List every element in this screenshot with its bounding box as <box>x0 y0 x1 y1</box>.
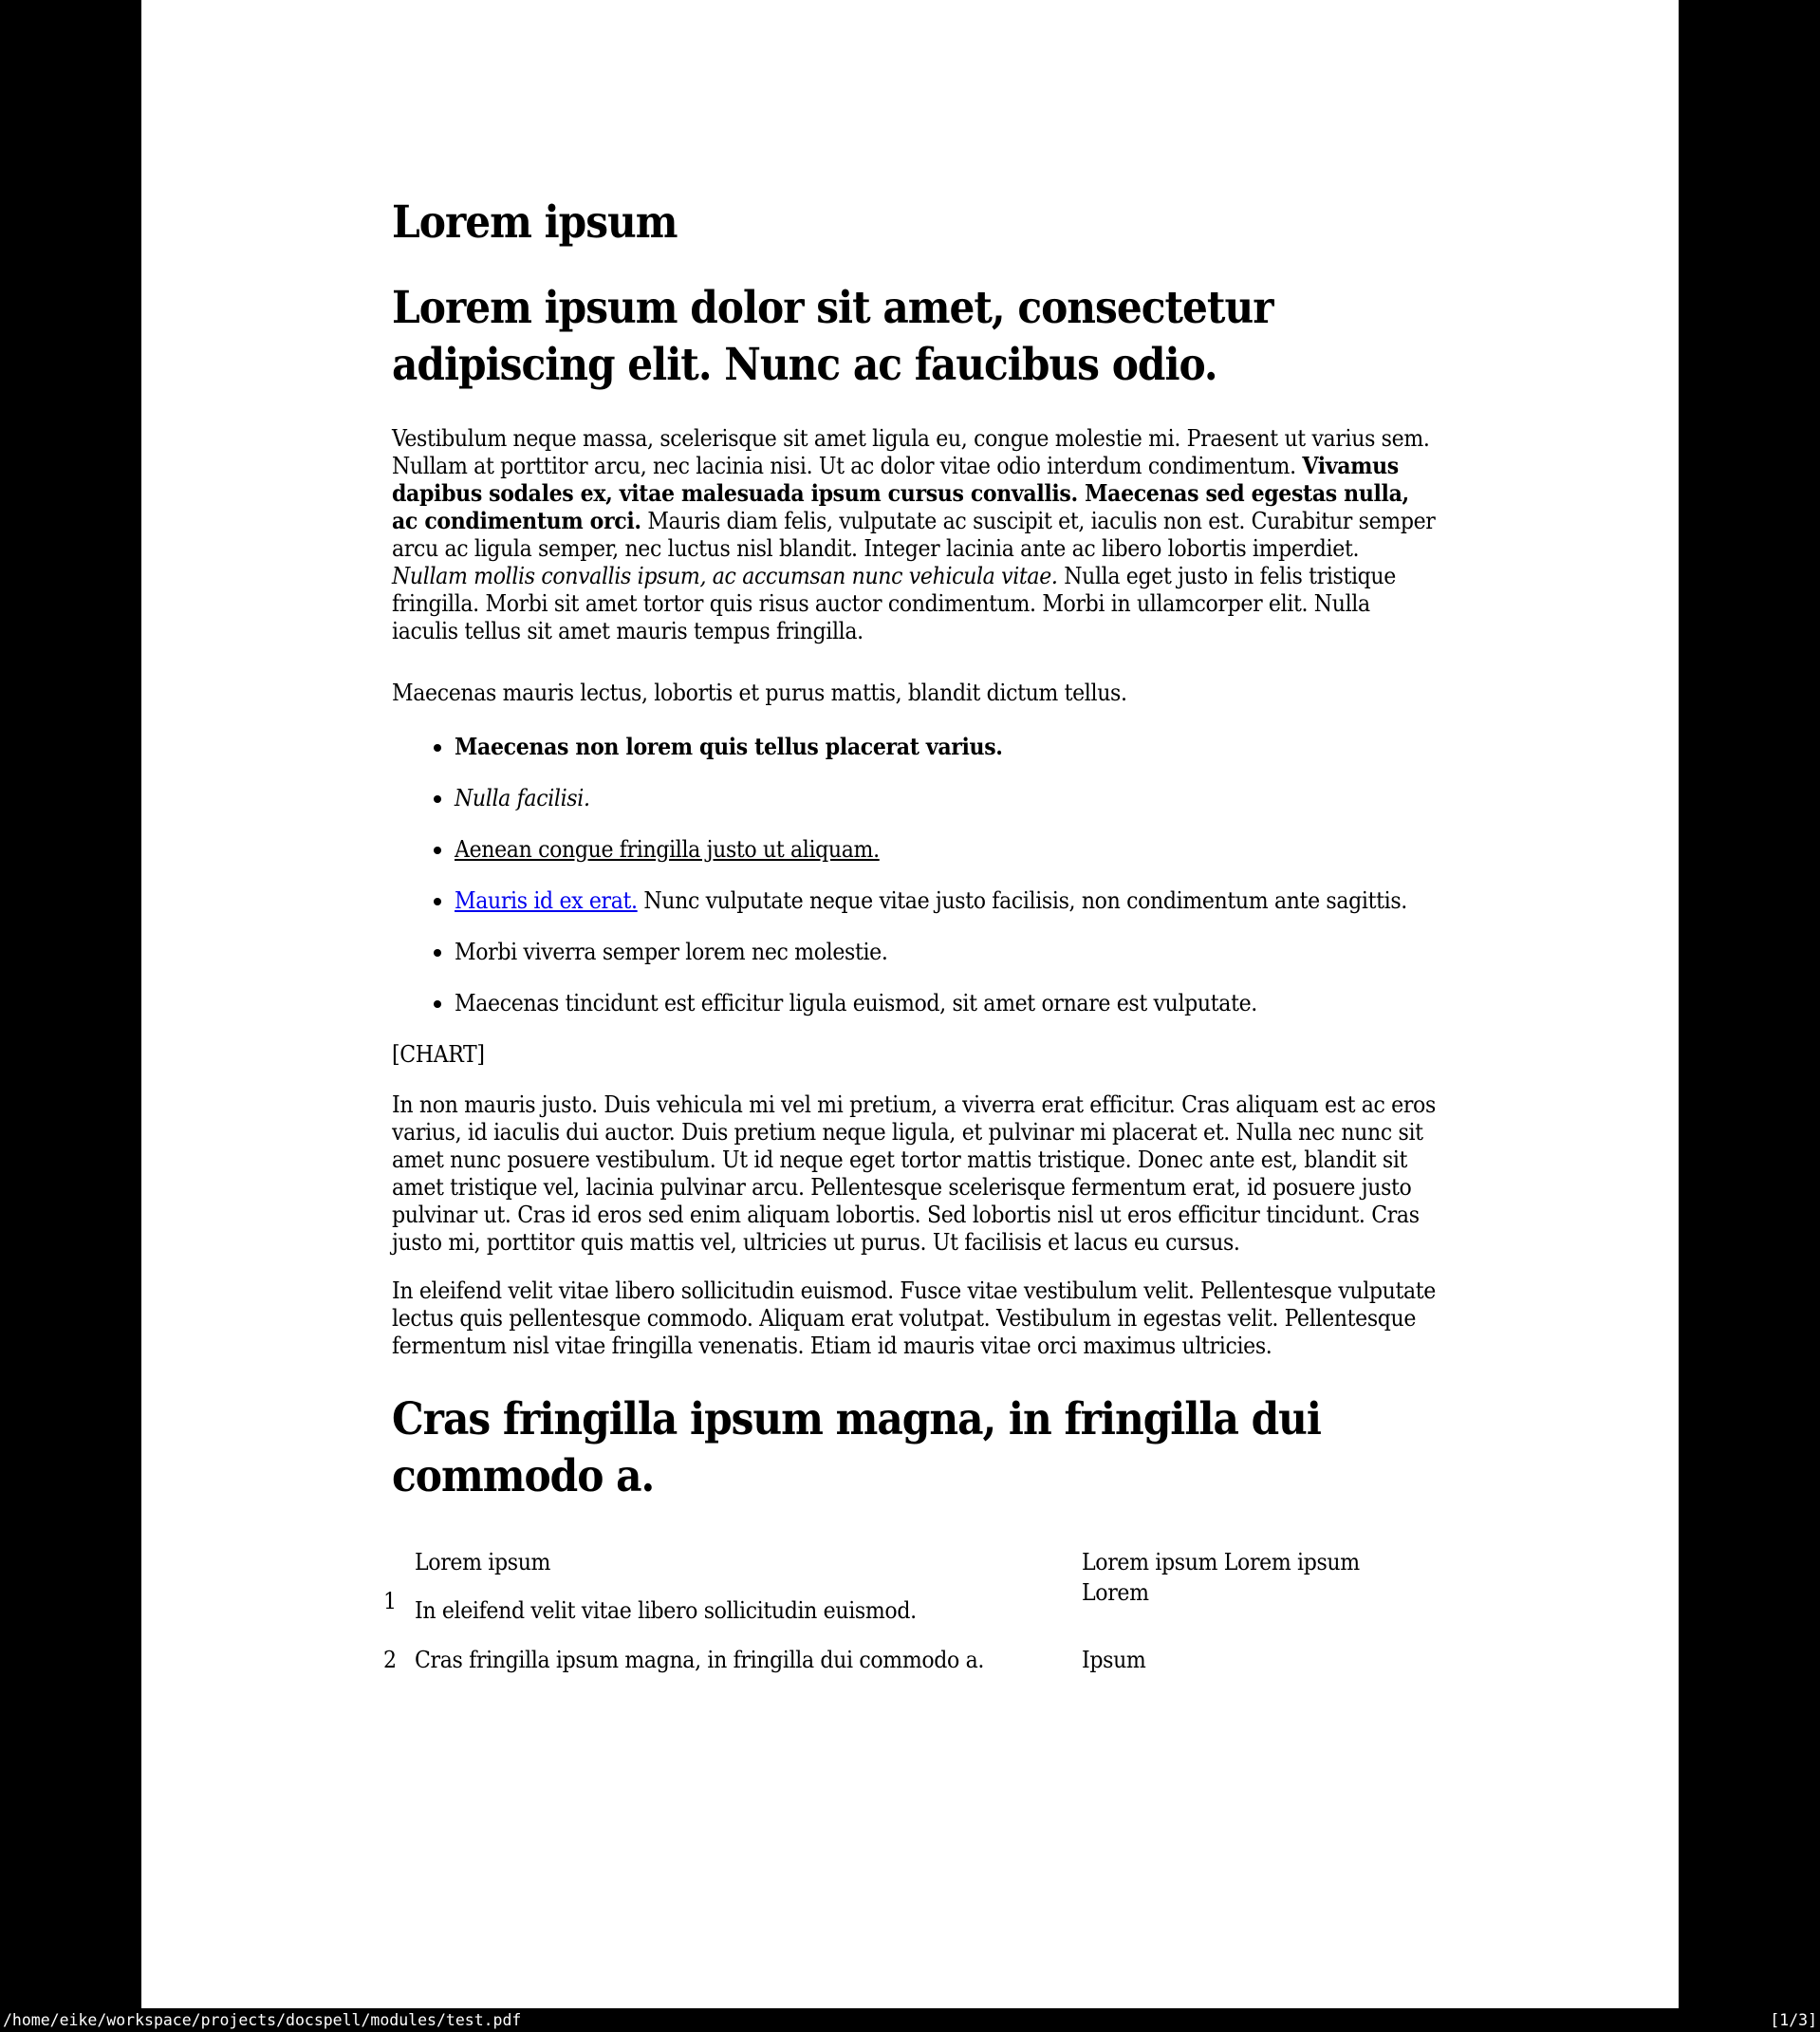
document-content <box>383 0 1437 1718</box>
document-main-heading: Lorem ipsum dolor sit amet, consectetur adipiscing elit. Nunc ac faucibus odio. <box>392 282 1273 391</box>
statusbar <box>0 2008 1820 2032</box>
statusbar-page-indicator: [1/3] <box>1770 2011 1817 2029</box>
paragraph-in-eleifend: In eleifend velit vitae libero sollicitudin euismod. Fusce vitae vestibulum velit. Pellentesque vulputate lectus quis pellentesque commodo. Aliquam erat volutpat. Vestibulum in egestas velit. Pellentesque fermentum nisl vitae fringilla venenatis. Etiam id mauris vitae orci maximus ultricies. <box>392 1277 1437 1359</box>
footnote-number: 2 <box>383 1646 397 1673</box>
chart-placeholder: [CHART] <box>392 1040 485 1068</box>
list-item-italic-text: Nulla facilisi. <box>455 784 590 811</box>
paragraph-text: Mauris diam felis, vulputate ac suscipit et, iaculis non est. Curabitur semper arcu ac ligula semper, nec luctus nisl blandit. Integer lacinia ante ac libero lobortis imperdiet. <box>392 507 1436 562</box>
document-section-heading: Cras fringilla ipsum magna, in fringilla dui commodo a. <box>392 1393 1321 1502</box>
mauris-id-ex-erat-link[interactable]: Mauris id ex erat. <box>455 886 638 914</box>
list-item <box>455 733 1436 760</box>
table-header-col1: Lorem ipsum <box>415 1548 551 1575</box>
list-item-text: Maecenas tincidunt est efficitur ligula euismod, sit amet ornare est vulputate. <box>455 989 1257 1016</box>
statusbar-file-path: /home/eike/workspace/projects/docspell/modules/test.pdf <box>3 2011 522 2029</box>
paragraph-text: Vestibulum neque massa, scelerisque sit amet ligula eu, congue molestie mi. Praesent ut varius sem. Nullam at porttitor arcu, nec lacinia nisi. Ut ac dolor vitae odio interdum condimentum. <box>392 424 1430 479</box>
footnote-number: 1 <box>383 1587 397 1614</box>
bullet-list <box>392 733 1436 1016</box>
list-item <box>455 835 1436 863</box>
list-item-bold-text: Maecenas non lorem quis tellus placerat varius. <box>455 733 1003 760</box>
list-item <box>455 989 1436 1016</box>
paragraph-italic-text: Nullam mollis convallis ipsum, ac accumsan nunc vehicula vitae. <box>392 562 1058 589</box>
list-item <box>455 938 1436 965</box>
document-title-heading: Lorem ipsum <box>392 196 678 249</box>
table-cell-text: Cras fringilla ipsum magna, in fringilla dui commodo a. <box>415 1646 985 1673</box>
table-cell-text: In eleifend velit vitae libero sollicitudin euismod. <box>415 1596 917 1624</box>
list-item <box>455 886 1436 914</box>
table-header-col2: Lorem ipsum Lorem ipsum Lorem <box>1082 1548 1360 1606</box>
paragraph-text: Nulla eget justo in felis tristique fringilla. Morbi sit amet tortor quis risus auctor condimentum. Morbi in ullamcorper elit. Nulla iaculis tellus sit amet mauris tempus fringilla. <box>392 562 1396 644</box>
paragraph-vestibulum <box>392 424 1436 644</box>
paragraph-maecenas: Maecenas mauris lectus, lobortis et purus mattis, blandit dictum tellus. <box>392 679 1127 706</box>
paragraph-in-non-mauris: In non mauris justo. Duis vehicula mi vel mi pretium, a viverra erat efficitur. Cras aliquam est ac eros varius, id iaculis dui auctor. Duis pretium neque ligula, et pulvinar mi placerat et. Nulla nec nunc sit amet nunc posuere vestibulum. Ut id neque eget tortor mattis tristique. Donec ante est, blandit sit amet tristique vel, lacinia pulvinar arcu. Pellentesque scelerisque fermentum erat, id posuere justo pulvinar ut. Cras id eros sed enim aliquam lobortis. Sed lobortis nisl ut eros efficitur tincidunt. Cras justo mi, porttitor quis mattis vel, ultricies ut purus. Ut facilisis et lacus eu cursus. <box>392 1091 1436 1256</box>
list-item <box>455 784 1436 811</box>
table-cell-col2: Ipsum <box>1082 1646 1146 1673</box>
list-item-underlined-text: Aenean congue fringilla justo ut aliquam. <box>455 835 880 863</box>
footnote-table <box>383 1547 1436 1718</box>
list-item-text: Nunc vulputate neque vitae justo facilisis, non condimentum ante sagittis. <box>637 886 1407 914</box>
paragraph-bold-text: Vivamus dapibus sodales ex, vitae malesuada ipsum cursus convallis. Maecenas sed egestas nulla, ac condimentum orci. <box>392 452 1409 534</box>
pdf-page <box>141 0 1679 2008</box>
list-item-text: Morbi viverra semper lorem nec molestie. <box>455 938 888 965</box>
